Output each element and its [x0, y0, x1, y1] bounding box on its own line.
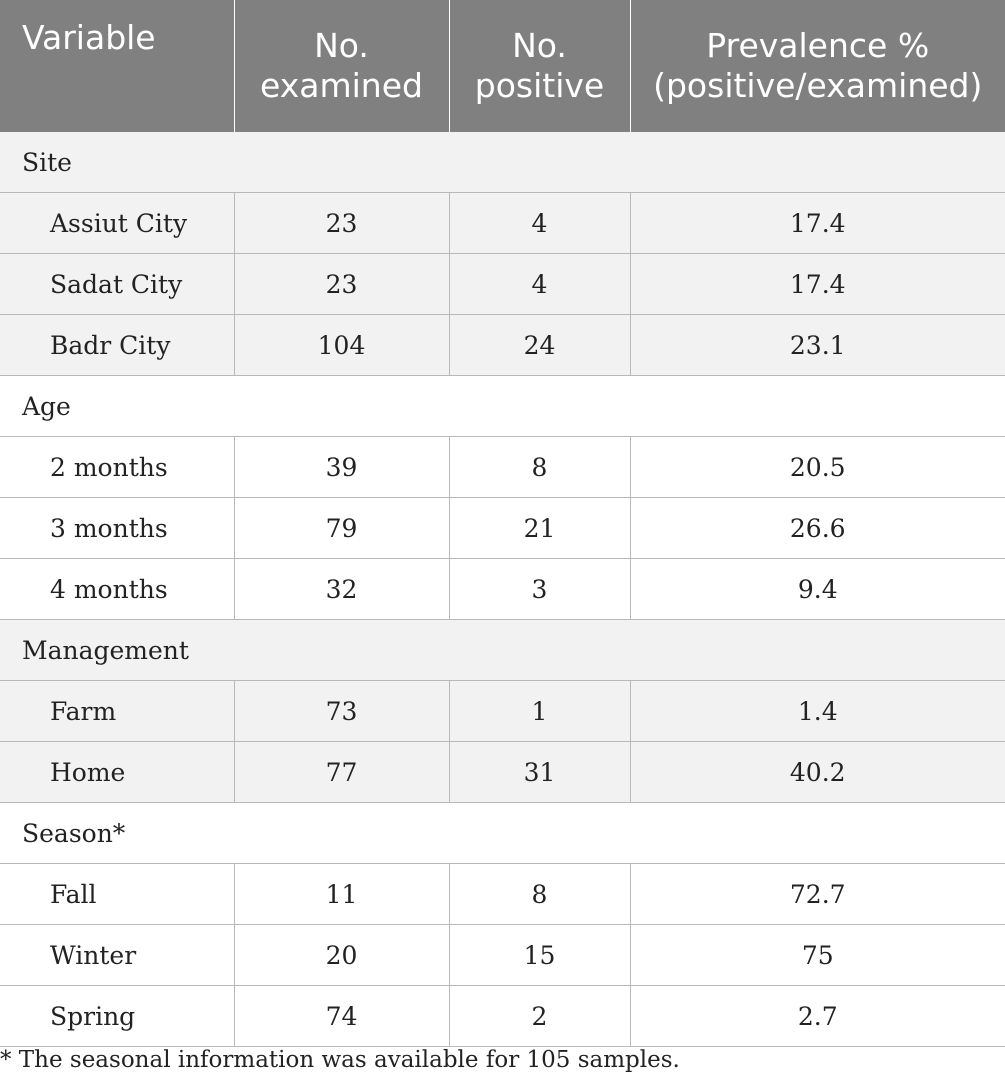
group-label: Site: [0, 132, 1005, 193]
table-row: [0, 925, 1005, 986]
cell-positive: 4: [449, 254, 630, 315]
cell-positive: 31: [449, 742, 630, 803]
cell-positive: 8: [449, 437, 630, 498]
table-footnote: * The seasonal information was available for 105 samples.: [0, 1047, 680, 1073]
cell-positive: 1: [449, 681, 630, 742]
table-row: [0, 681, 1005, 742]
table-row: [0, 315, 1005, 376]
cell-prevalence: 26.6: [630, 498, 1005, 559]
row-label: Sadat City: [0, 254, 234, 315]
row-label: Home: [0, 742, 234, 803]
cell-examined: 20: [234, 925, 449, 986]
cell-prevalence: 23.1: [630, 315, 1005, 376]
header-variable: Variable: [0, 0, 234, 132]
cell-prevalence: 2.7: [630, 986, 1005, 1047]
cell-examined: 39: [234, 437, 449, 498]
table-row: [0, 498, 1005, 559]
row-label: Fall: [0, 864, 234, 925]
cell-prevalence: 17.4: [630, 254, 1005, 315]
cell-positive: 21: [449, 498, 630, 559]
group-row-age: [0, 376, 1005, 437]
cell-prevalence: 40.2: [630, 742, 1005, 803]
table-row: [0, 864, 1005, 925]
row-label: Farm: [0, 681, 234, 742]
cell-examined: 79: [234, 498, 449, 559]
cell-prevalence: 75: [630, 925, 1005, 986]
cell-examined: 23: [234, 254, 449, 315]
header-no-examined: No. examined: [234, 0, 449, 132]
row-label: 3 months: [0, 498, 234, 559]
row-label: Assiut City: [0, 193, 234, 254]
table-row: [0, 437, 1005, 498]
header-no-positive: No. positive: [449, 0, 630, 132]
cell-examined: 77: [234, 742, 449, 803]
group-label: Age: [0, 376, 1005, 437]
cell-examined: 73: [234, 681, 449, 742]
cell-positive: 4: [449, 193, 630, 254]
group-label: Season*: [0, 803, 1005, 864]
table-row: [0, 986, 1005, 1047]
group-row-management: [0, 620, 1005, 681]
header-row: [0, 0, 1005, 132]
cell-prevalence: 17.4: [630, 193, 1005, 254]
cell-prevalence: 1.4: [630, 681, 1005, 742]
cell-positive: 8: [449, 864, 630, 925]
cell-examined: 11: [234, 864, 449, 925]
cell-positive: 2: [449, 986, 630, 1047]
row-label: 2 months: [0, 437, 234, 498]
cell-examined: 74: [234, 986, 449, 1047]
row-label: 4 months: [0, 559, 234, 620]
cell-examined: 104: [234, 315, 449, 376]
group-row-season: [0, 803, 1005, 864]
cell-positive: 3: [449, 559, 630, 620]
cell-prevalence: 9.4: [630, 559, 1005, 620]
cell-positive: 24: [449, 315, 630, 376]
cell-examined: 32: [234, 559, 449, 620]
table-row: [0, 254, 1005, 315]
cell-examined: 23: [234, 193, 449, 254]
table-row: [0, 742, 1005, 803]
row-label: Winter: [0, 925, 234, 986]
row-label: Badr City: [0, 315, 234, 376]
row-label: Spring: [0, 986, 234, 1047]
header-prevalence: Prevalence % (positive/examined): [630, 0, 1005, 132]
cell-prevalence: 20.5: [630, 437, 1005, 498]
table-row: [0, 193, 1005, 254]
table-row: [0, 559, 1005, 620]
cell-positive: 15: [449, 925, 630, 986]
cell-prevalence: 72.7: [630, 864, 1005, 925]
group-label: Management: [0, 620, 1005, 681]
group-row-site: [0, 132, 1005, 193]
